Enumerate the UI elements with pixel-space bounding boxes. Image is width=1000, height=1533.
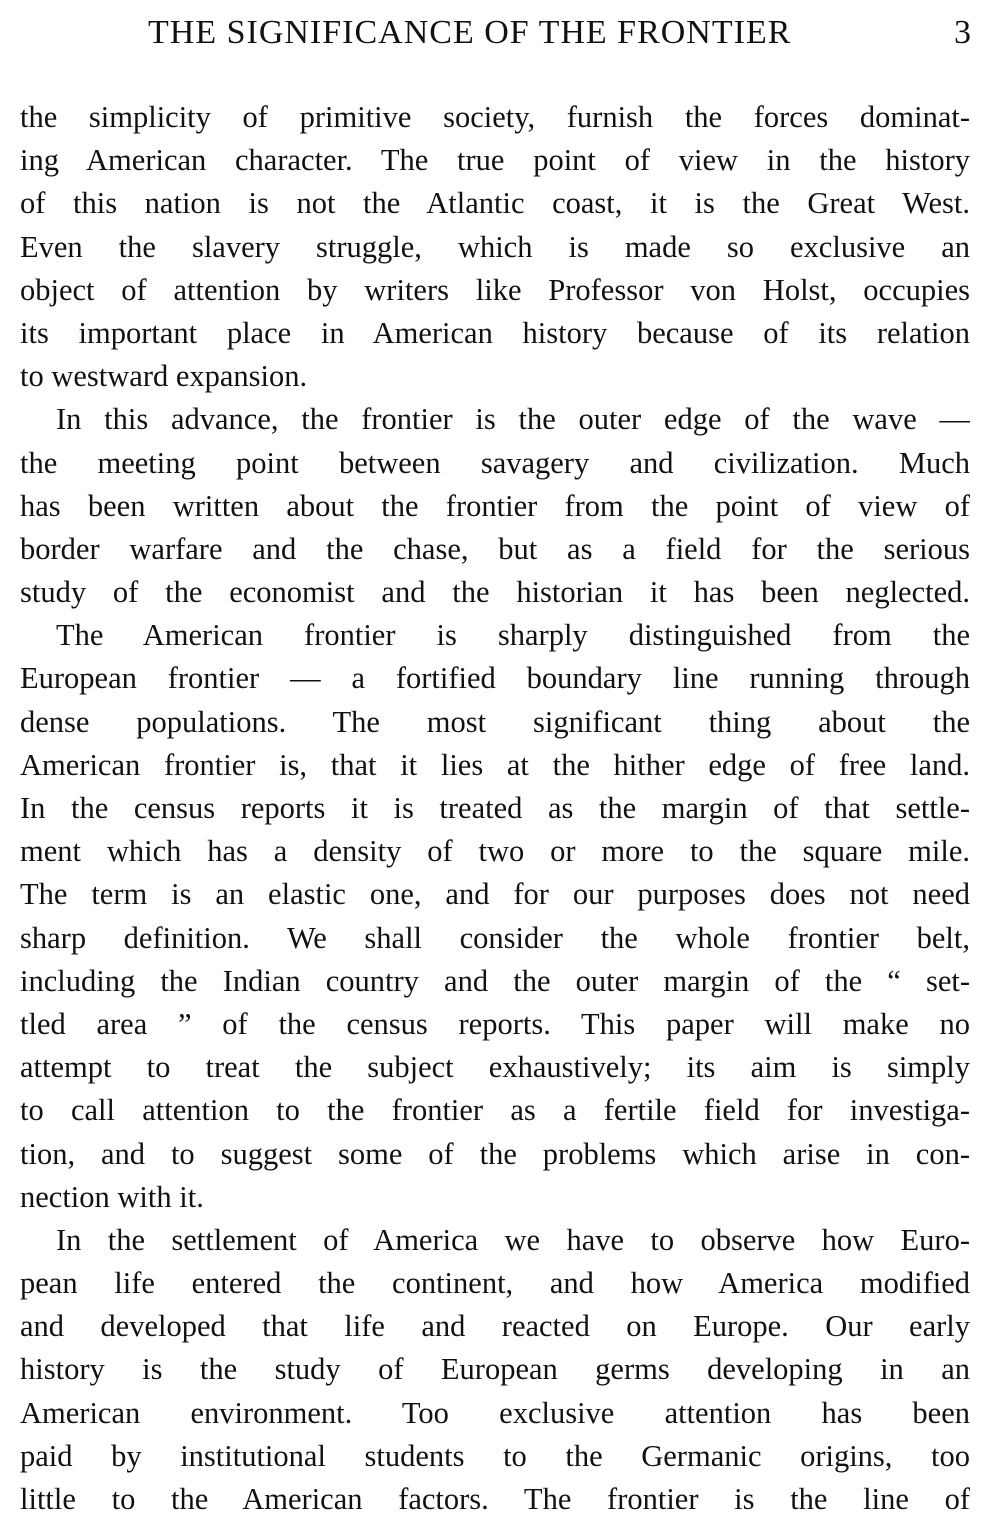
text-line: American frontier is, that it lies at the hither edge of free land. [20, 747, 970, 782]
text-line: the simplicity of primitive society, furnish the forces dominat- [20, 100, 970, 134]
text-line: ment which has a density of two or more to the square mile. [20, 834, 970, 869]
text-line: object of attention by writers like Professor von Holst, occupies [20, 272, 970, 307]
text-line: pean life entered the continent, and how America modified [20, 1266, 970, 1301]
text-line: border warfare and the chase, but as a field for the serious [20, 531, 970, 566]
text-line: to westward expansion. [20, 359, 308, 394]
text-line: In the settlement of America we have to observe how Euro- [56, 1222, 970, 1257]
text-line: has been written about the frontier from the point of view of [20, 488, 970, 523]
text-line: to call attention to the frontier as a fertile field for investiga- [20, 1093, 970, 1128]
text-line: European frontier — a fortified boundary line running through [20, 661, 970, 696]
text-line: including the Indian country and the outer margin of the “ set- [20, 963, 970, 998]
text-line: history is the study of European germs developing in an [20, 1352, 970, 1387]
text-line: ing American character. The true point of view in the history [20, 143, 970, 178]
text-line: tled area ” of the census reports. This paper will make no [20, 1006, 970, 1041]
text-line: nection with it. [20, 1179, 204, 1214]
text-line: attempt to treat the subject exhaustively; its aim is simply [20, 1050, 970, 1085]
text-line: little to the American factors. The frontier is the line of [20, 1482, 970, 1516]
text-line: sharp definition. We shall consider the whole frontier belt, [20, 920, 970, 955]
text-line: study of the economist and the historian it has been neglected. [20, 575, 970, 610]
chapter-title: THE SIGNIFICANCE OF THE FRONTIER [148, 14, 792, 51]
text-line: the meeting point between savagery and civilization. Much [20, 445, 970, 480]
text-line: The American frontier is sharply distinguished from the [56, 618, 970, 653]
page-number: 3 [954, 14, 972, 51]
running-head [20, 14, 972, 60]
text-line: its important place in American history because of its relation [20, 315, 970, 350]
text-line: In this advance, the frontier is the outer edge of the wave — [56, 402, 970, 437]
text-line: Even the slavery struggle, which is made so exclusive an [20, 229, 970, 264]
text-line: American environment. Too exclusive attention has been [20, 1395, 970, 1430]
body-text [20, 96, 970, 1521]
text-line: paid by institutional students to the Germanic origins, too [20, 1438, 970, 1473]
text-line: of this nation is not the Atlantic coast, it is the Great West. [20, 186, 970, 221]
text-line: dense populations. The most significant thing about the [20, 704, 970, 739]
text-line: and developed that life and reacted on Europe. Our early [20, 1309, 970, 1344]
text-line: tion, and to suggest some of the problems which arise in con- [20, 1136, 970, 1171]
text-line: In the census reports it is treated as the margin of that settle- [20, 791, 970, 825]
text-line: The term is an elastic one, and for our purposes does not need [20, 877, 970, 912]
